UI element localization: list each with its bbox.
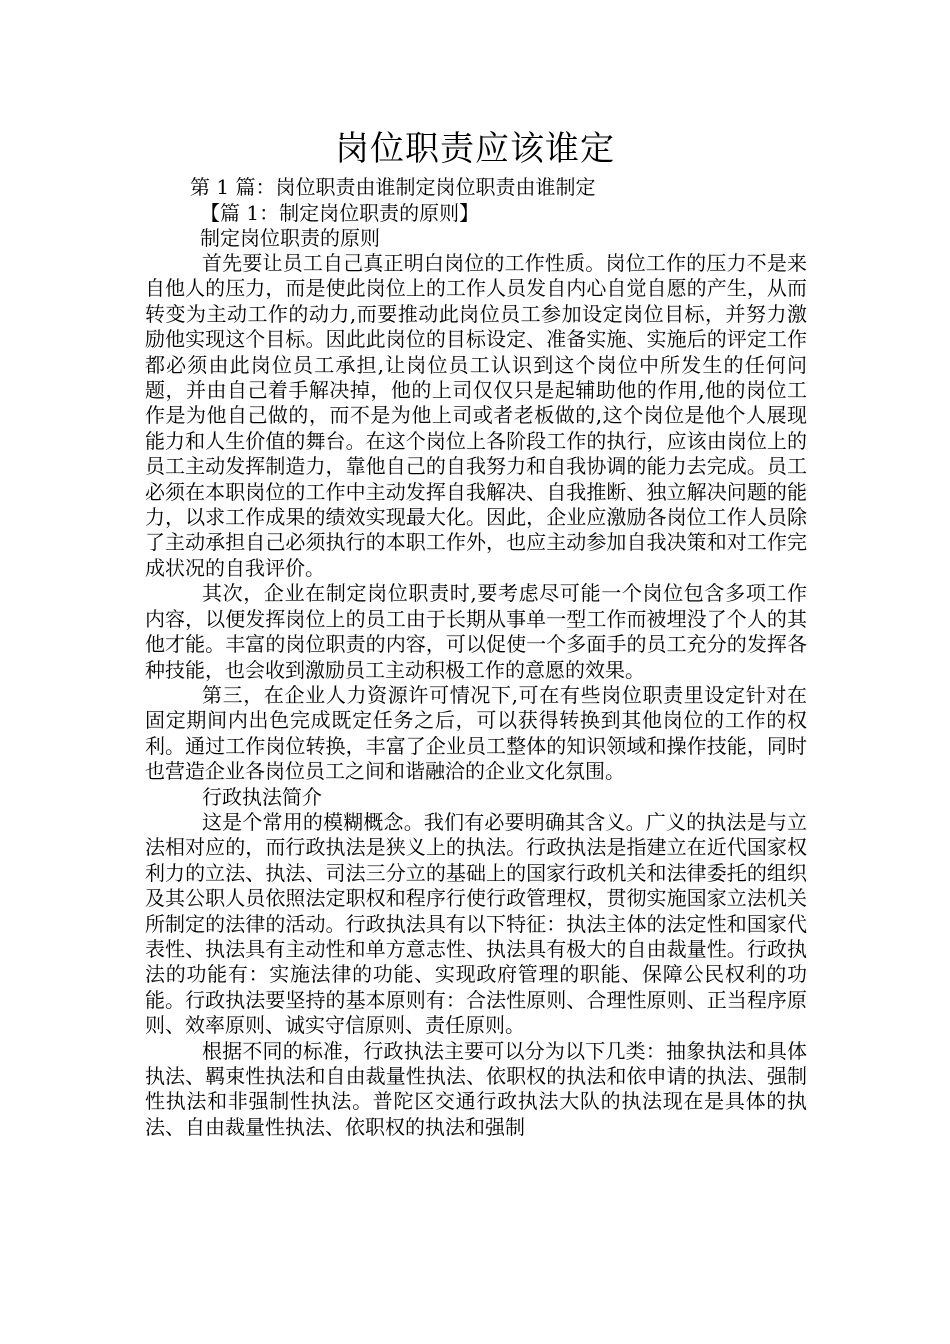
heading-principles: 制定岗位职责的原则 — [200, 226, 380, 250]
paragraph-5: 根据不同的标准，行政执法主要可以分为以下几类：抽象执法和具体执法、羁束性执法和自由裁量性执法、依职权的执法和依申请的执法、强制性执法和非强制性执法。普陀区交通行政执法大队的执法现在是具体的执法、自由裁量性执法、依职权的执法和强制 — [145, 1038, 807, 1139]
section-heading: 【篇 1：制定岗位职责的原则】 — [200, 201, 480, 225]
paragraph-3: 第三，在企业人力资源许可情况下,可在有些岗位职责里设定针对在固定期间内出色完成既定任务之后，可以获得转换到其他岗位的工作的权利。通过工作岗位转换，丰富了企业员工整体的知识领域和操作技能，同时也营造企业各岗位员工之间和谐融洽的企业文化氛围。 — [145, 682, 807, 784]
paragraph-1: 首先要让员工自己真正明白岗位的工作性质。岗位工作的压力不是来自他人的压力，而是使此岗位上的工作人员发自内心自觉自愿的产生，从而转变为主动工作的动力,而要推动此岗位员工参加设定岗位目标，并努力激励他实现这个目标。因此此岗位的目标设定、准备实施、实施后的评定工作都必须由此岗位员工承担,让岗位员工认识到这个岗位中所发生的任何问题，并由自己着手解决掉，他的上司仅仅只是起辅助他的作用,他的岗位工作是为他自己做的，而不是为他上司或者老板做的,这个岗位是他个人展现能力和人生价值的舞台。在这个岗位上各阶段工作的执行，应该由岗位上的员工主动发挥制造力，靠他自己的自我努力和自我协调的能力去完成。员工必须在本职岗位的工作中主动发挥自我解决、自我推断、独立解决问题的能力，以求工作成果的绩效实现最大化。因此，企业应激励各岗位工作人员除了主动承担自己必须执行的本职工作外，也应主动参加自我决策和对工作完成状况的自我评价。 — [145, 251, 807, 580]
paragraph-4: 这是个常用的模糊概念。我们有必要明确其含义。广义的执法是与立法相对应的，而行政执法是狭义上的执法。行政执法是指建立在近代国家权利力的立法、执法、司法三分立的基础上的国家行政机关和法律委托的组织及其公职人员依照法定职权和程序行使行政管理权，贯彻实施国家立法机关所制定的法律的活动。行政执法具有以下特征：执法主体的法定性和国家代表性、执法具有主动性和单方意志性、执法具有极大的自由裁量性。行政执法的功能有：实施法律的功能、实现政府管理的职能、保障公民权利的功能。行政执法要坚持的基本原则有：合法性原则、合理性原则、正当程序原则、效率原则、诚实守信原则、责任原则。 — [145, 809, 807, 1038]
document-subtitle: 第 1 篇：岗位职责由谁制定岗位职责由谁制定 — [190, 175, 596, 199]
paragraph-2: 其次，企业在制定岗位职责时,要考虑尽可能一个岗位包含多项工作内容，以便发挥岗位上的员工由于长期从事单一型工作而被埋没了个人的其他才能。丰富的岗位职责的内容，可以促使一个多面手的员工充分的发挥各种技能，也会收到激励员工主动积极工作的意愿的效果。 — [145, 581, 807, 682]
body-text — [145, 251, 807, 1140]
page-title: 岗位职责应该谁定 — [335, 129, 615, 169]
heading-law-enforcement: 行政执法简介 — [202, 784, 322, 809]
